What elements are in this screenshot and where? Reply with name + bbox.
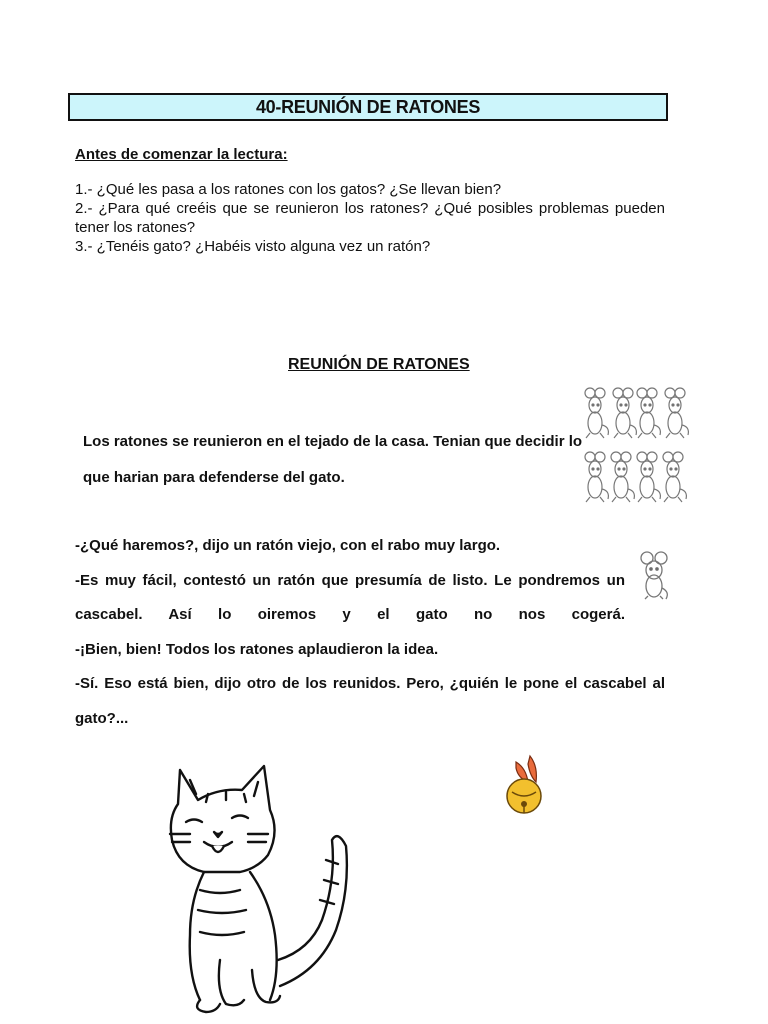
cat-illustration bbox=[160, 760, 360, 1015]
story-intro: Los ratones se reunieron en el tejado de la casa. Tenian que decidir lo que harian para defenderse del gato. bbox=[83, 433, 583, 486]
story-title: REUNIÓN DE RATONES bbox=[288, 356, 470, 373]
page-title: 40-REUNIÓN DE RATONES bbox=[255, 96, 481, 117]
bell-icon bbox=[500, 752, 552, 818]
story-line: -¿Qué haremos?, dijo un ratón viejo, con el rabo muy largo. bbox=[75, 537, 501, 554]
pre-reading-heading: Antes de comenzar la lectura: bbox=[75, 146, 288, 163]
story-line: -Sí. Eso está bien, dijo otro de los reunidos. Pero, ¿quién le pone el cascabel al gato?... bbox=[75, 675, 665, 727]
title-box bbox=[68, 93, 668, 121]
story-line: -Es muy fácil, contestó un ratón que presumía de listo. Le pondremos un cascabel. Así lo oiremos y el gato no nos cogerá. bbox=[75, 571, 625, 623]
question-item: 1.- ¿Qué les pasa a los ratones con los gatos? ¿Se llevan bien? bbox=[75, 181, 502, 198]
question-list bbox=[75, 180, 665, 256]
story-line: -¡Bien, bien! Todos los ratones aplaudieron la idea. bbox=[75, 640, 439, 658]
story-body bbox=[75, 529, 665, 736]
mice-group-illustration bbox=[578, 385, 708, 510]
question-item: 2.- ¿Para qué creéis que se reunieron los ratones? ¿Qué posibles problemas pueden tener los ratones? bbox=[75, 200, 665, 236]
question-item: 3.- ¿Tenéis gato? ¿Habéis visto alguna vez un ratón? bbox=[75, 238, 431, 255]
